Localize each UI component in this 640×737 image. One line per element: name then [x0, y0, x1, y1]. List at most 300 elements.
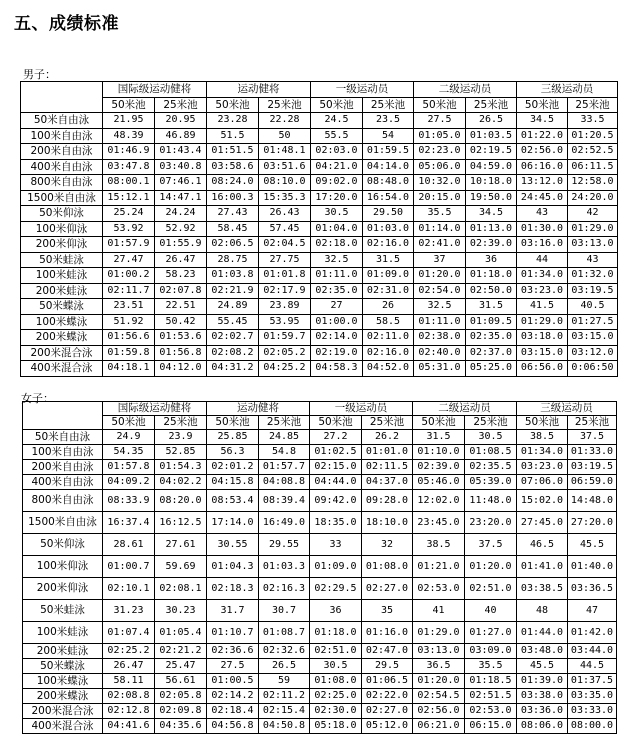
event-name: 200米仰泳	[23, 578, 103, 600]
pool-header: 25米池	[466, 97, 517, 113]
standard-value: 23.28	[207, 113, 259, 129]
standard-value: 27.43	[207, 206, 259, 222]
standard-value: 16:49.0	[259, 512, 310, 534]
event-name: 100米蛙泳	[21, 268, 103, 284]
standard-value: 18:35.0	[310, 512, 362, 534]
standard-value: 03:19.5	[568, 283, 618, 299]
standard-value: 01:34.0	[517, 445, 568, 460]
event-name: 200米混合泳	[21, 345, 103, 361]
standard-value: 09:42.0	[310, 490, 362, 512]
event-name: 100米蝶泳	[21, 314, 103, 330]
standard-value: 56.3	[207, 445, 259, 460]
pool-header: 25米池	[363, 97, 414, 113]
standard-value: 38.5	[517, 430, 568, 445]
standard-value: 02:39.0	[413, 460, 465, 475]
standard-value: 03:44.0	[568, 644, 617, 659]
standard-value: 30.5	[310, 659, 362, 674]
standard-value: 02:54.5	[413, 689, 465, 704]
standard-value: 54.8	[259, 445, 310, 460]
standard-value: 01:33.0	[568, 445, 617, 460]
standard-value: 31.5	[413, 430, 465, 445]
standard-value: 02:05.8	[155, 689, 207, 704]
standard-value: 02:37.0	[466, 345, 517, 361]
standard-value: 03:58.6	[207, 159, 259, 175]
standard-value: 02:04.5	[259, 237, 311, 253]
standard-value: 35.5	[465, 659, 517, 674]
standard-value: 29.50	[363, 206, 414, 222]
standard-value: 14:48.0	[568, 490, 617, 512]
standard-value: 31.5	[363, 252, 414, 268]
table-row	[21, 299, 618, 315]
table-row	[23, 644, 617, 659]
standard-value: 01:29.0	[568, 221, 618, 237]
standard-value: 04:59.0	[466, 159, 517, 175]
table-row	[21, 221, 618, 237]
standard-value: 34.5	[517, 113, 568, 129]
standard-value: 04:58.3	[311, 361, 363, 377]
pool-header: 25米池	[155, 416, 207, 430]
standard-value: 12:58.0	[568, 175, 618, 191]
standard-value: 02:35.0	[311, 283, 363, 299]
standard-value: 03:15.0	[517, 345, 568, 361]
standard-value: 41	[413, 600, 465, 622]
standard-value: 12:02.0	[413, 490, 465, 512]
standard-value: 01:08.5	[465, 445, 517, 460]
table-row	[21, 206, 618, 222]
standard-value: 02:11.5	[362, 460, 413, 475]
standard-value: 01:01.8	[259, 268, 311, 284]
standard-value: 01:08.0	[310, 674, 362, 689]
event-name: 100米仰泳	[21, 221, 103, 237]
standard-value: 02:16.0	[363, 237, 414, 253]
standard-value: 01:03.3	[259, 556, 310, 578]
table-row	[23, 578, 617, 600]
standard-value: 58.23	[155, 268, 207, 284]
event-name: 200米自由泳	[21, 144, 103, 160]
pool-header: 25米池	[259, 416, 310, 430]
group-header: 运动健将	[207, 402, 310, 416]
standard-value: 04:44.0	[310, 475, 362, 490]
standard-value: 02:39.0	[466, 237, 517, 253]
standard-value: 02:38.0	[414, 330, 466, 346]
standard-value: 03:36.0	[517, 704, 568, 719]
standard-value: 04:02.2	[155, 475, 207, 490]
standard-value: 02:18.3	[207, 578, 259, 600]
pool-header: 50米池	[517, 416, 568, 430]
standard-value: 02:17.9	[259, 283, 311, 299]
standard-value: 01:21.0	[413, 556, 465, 578]
group-header: 三级运动员	[517, 82, 618, 98]
standard-value: 27.5	[207, 659, 259, 674]
standard-value: 02:52.5	[568, 144, 618, 160]
standard-value: 07:06.0	[517, 475, 568, 490]
standard-value: 01:09.0	[310, 556, 362, 578]
table-row	[21, 361, 618, 377]
standard-value: 01:37.5	[568, 674, 617, 689]
pool-header: 50米池	[517, 97, 568, 113]
standard-value: 04:25.2	[259, 361, 311, 377]
standard-value: 02:30.0	[310, 704, 362, 719]
group-header: 二级运动员	[414, 82, 517, 98]
standard-value: 56.61	[155, 674, 207, 689]
table-row	[21, 190, 618, 206]
table-row	[21, 330, 618, 346]
table-row	[23, 719, 617, 734]
standard-value: 01:42.0	[568, 622, 617, 644]
standard-value: 02:12.8	[103, 704, 155, 719]
standard-value: 01:48.1	[259, 144, 311, 160]
standard-value: 32.5	[311, 252, 363, 268]
standard-value: 37.5	[568, 430, 617, 445]
standard-value: 02:18.4	[207, 704, 259, 719]
table-row	[21, 252, 618, 268]
standard-value: 05:46.0	[413, 475, 465, 490]
standard-value: 02:41.0	[414, 237, 466, 253]
standard-value: 01:22.0	[517, 128, 568, 144]
event-name: 50米蝶泳	[21, 299, 103, 315]
standard-value: 01:27.5	[568, 314, 618, 330]
standard-value: 26.43	[259, 206, 311, 222]
standard-value: 32.5	[414, 299, 466, 315]
standard-value: 47	[568, 600, 617, 622]
group-header-row	[23, 402, 617, 416]
standard-value: 01:14.0	[414, 221, 466, 237]
standard-value: 01:40.0	[568, 556, 617, 578]
standard-value: 29.5	[362, 659, 413, 674]
standard-value: 01:29.0	[413, 622, 465, 644]
standard-value: 16:54.0	[363, 190, 414, 206]
event-name: 200米蝶泳	[21, 330, 103, 346]
event-name: 50米蛙泳	[21, 252, 103, 268]
standard-value: 01:11.0	[311, 268, 363, 284]
pool-header: 50米池	[207, 416, 259, 430]
standard-value: 01:03.5	[466, 128, 517, 144]
event-name: 50米蛙泳	[23, 600, 103, 622]
standard-value: 07:46.1	[155, 175, 207, 191]
standard-value: 01:46.9	[103, 144, 155, 160]
standard-value: 02:07.8	[155, 283, 207, 299]
standard-value: 27:45.0	[517, 512, 568, 534]
standard-value: 25.47	[155, 659, 207, 674]
event-name: 400米自由泳	[23, 475, 103, 490]
pool-header-row	[23, 416, 617, 430]
event-name: 400米混合泳	[23, 719, 103, 734]
standard-value: 44	[517, 252, 568, 268]
standard-value: 04:52.0	[363, 361, 414, 377]
standard-value: 04:14.0	[363, 159, 414, 175]
standard-value: 03:48.0	[517, 644, 568, 659]
standard-value: 26.5	[259, 659, 310, 674]
standard-value: 10:18.0	[466, 175, 517, 191]
standard-value: 05:18.0	[310, 719, 362, 734]
table-row	[23, 674, 617, 689]
standard-value: 02:27.0	[362, 578, 413, 600]
table-row	[23, 445, 617, 460]
table-row	[23, 430, 617, 445]
standard-value: 0:06:50	[568, 361, 618, 377]
table-row	[23, 475, 617, 490]
standard-value: 36.5	[413, 659, 465, 674]
standard-value: 57.45	[259, 221, 311, 237]
table-row	[21, 283, 618, 299]
standard-value: 21.95	[103, 113, 155, 129]
standard-value: 09:02.0	[311, 175, 363, 191]
standard-value: 01:00.0	[311, 314, 363, 330]
standard-value: 38.5	[413, 534, 465, 556]
event-name: 400米自由泳	[21, 159, 103, 175]
standard-value: 10:32.0	[414, 175, 466, 191]
event-name: 100米蛙泳	[23, 622, 103, 644]
standard-value: 02:11.7	[103, 283, 155, 299]
standard-value: 08:24.0	[207, 175, 259, 191]
event-name: 100米自由泳	[21, 128, 103, 144]
standard-value: 40	[465, 600, 517, 622]
standard-value: 02:15.0	[310, 460, 362, 475]
standard-value: 04:37.0	[362, 475, 413, 490]
standard-value: 27.5	[414, 113, 466, 129]
standard-value: 01:00.7	[103, 556, 155, 578]
standard-value: 01:56.6	[103, 330, 155, 346]
standard-value: 19:50.0	[466, 190, 517, 206]
standard-value: 53.92	[103, 221, 155, 237]
standard-value: 02:08.2	[207, 345, 259, 361]
standard-value: 01:29.0	[517, 314, 568, 330]
event-name: 200米混合泳	[23, 704, 103, 719]
standard-value: 23.9	[155, 430, 207, 445]
standard-value: 58.5	[363, 314, 414, 330]
table-row	[21, 175, 618, 191]
standard-value: 01:04.3	[207, 556, 259, 578]
event-name: 800米自由泳	[23, 490, 103, 512]
pool-header: 25米池	[259, 97, 311, 113]
standard-value: 03:36.5	[568, 578, 617, 600]
corner-cell	[21, 82, 103, 113]
standard-value: 02:01.2	[207, 460, 259, 475]
standard-value: 16:00.3	[207, 190, 259, 206]
standard-value: 34.5	[466, 206, 517, 222]
standard-value: 16:37.4	[103, 512, 155, 534]
standard-value: 54.35	[103, 445, 155, 460]
standard-value: 04:56.8	[207, 719, 259, 734]
standard-value: 02:16.0	[363, 345, 414, 361]
standard-value: 32	[362, 534, 413, 556]
standard-value: 23.5	[363, 113, 414, 129]
standard-value: 01:09.0	[363, 268, 414, 284]
standard-value: 23:20.0	[465, 512, 517, 534]
table-row	[21, 314, 618, 330]
standard-value: 02:21.2	[155, 644, 207, 659]
table-row	[21, 159, 618, 175]
pool-header-row	[21, 97, 618, 113]
standard-value: 16:12.5	[155, 512, 207, 534]
pool-header: 25米池	[568, 97, 618, 113]
table-row	[23, 460, 617, 475]
standard-value: 06:11.5	[568, 159, 618, 175]
standard-value: 59	[259, 674, 310, 689]
standard-value: 26.47	[155, 252, 207, 268]
standard-value: 08:06.0	[517, 719, 568, 734]
section-title: 五、成绩标准	[14, 14, 119, 34]
standard-value: 02:18.0	[311, 237, 363, 253]
standard-value: 01:18.0	[466, 268, 517, 284]
standard-value: 02:51.5	[465, 689, 517, 704]
standard-value: 13:12.0	[517, 175, 568, 191]
standard-value: 36	[466, 252, 517, 268]
standard-value: 01:10.7	[207, 622, 259, 644]
pool-header: 50米池	[103, 416, 155, 430]
standard-value: 44.5	[568, 659, 617, 674]
standard-value: 01:03.8	[207, 268, 259, 284]
standard-value: 08:10.0	[259, 175, 311, 191]
standard-value: 02:02.7	[207, 330, 259, 346]
standard-value: 03:12.0	[568, 345, 618, 361]
event-name: 50米蝶泳	[23, 659, 103, 674]
standard-value: 02:08.1	[155, 578, 207, 600]
standard-value: 01:06.5	[362, 674, 413, 689]
standard-value: 35	[362, 600, 413, 622]
standard-value: 50	[259, 128, 311, 144]
standard-value: 51.5	[207, 128, 259, 144]
standard-value: 29.55	[259, 534, 310, 556]
standard-value: 02:32.6	[259, 644, 310, 659]
table-row	[21, 268, 618, 284]
standard-value: 02:54.0	[414, 283, 466, 299]
standard-value: 04:35.6	[155, 719, 207, 734]
standard-value: 03:23.0	[517, 460, 568, 475]
standard-value: 24.89	[207, 299, 259, 315]
standard-value: 01:53.6	[155, 330, 207, 346]
standard-value: 02:21.9	[207, 283, 259, 299]
women-label: 女子：	[21, 392, 54, 405]
standard-value: 02:09.8	[155, 704, 207, 719]
standard-value: 02:29.5	[310, 578, 362, 600]
standard-value: 08:53.4	[207, 490, 259, 512]
standard-value: 06:56.0	[517, 361, 568, 377]
standard-value: 06:16.0	[517, 159, 568, 175]
standard-value: 08:39.4	[259, 490, 310, 512]
standard-value: 22.51	[155, 299, 207, 315]
standard-value: 04:31.2	[207, 361, 259, 377]
standard-value: 06:59.0	[568, 475, 617, 490]
group-header: 三级运动员	[517, 402, 617, 416]
pool-header: 50米池	[413, 416, 465, 430]
standard-value: 03:18.0	[517, 330, 568, 346]
standard-value: 04:09.2	[103, 475, 155, 490]
standard-value: 27:20.0	[568, 512, 617, 534]
standard-value: 03:13.0	[568, 237, 618, 253]
event-name: 200米自由泳	[23, 460, 103, 475]
event-name: 100米自由泳	[23, 445, 103, 460]
pool-header: 50米池	[414, 97, 466, 113]
standard-value: 30.5	[465, 430, 517, 445]
group-header: 一级运动员	[311, 82, 414, 98]
standard-value: 03:15.0	[568, 330, 618, 346]
standard-value: 24.85	[259, 430, 310, 445]
standard-value: 23.51	[103, 299, 155, 315]
standard-value: 02:35.0	[466, 330, 517, 346]
standard-value: 22.28	[259, 113, 311, 129]
event-name: 50米自由泳	[23, 430, 103, 445]
group-header-row	[21, 82, 618, 98]
standard-value: 53.95	[259, 314, 311, 330]
standard-value: 08:33.9	[103, 490, 155, 512]
standard-value: 01:43.4	[155, 144, 207, 160]
standard-value: 24.24	[155, 206, 207, 222]
standard-value: 09:28.0	[362, 490, 413, 512]
standard-value: 01:18.5	[465, 674, 517, 689]
standard-value: 26.2	[362, 430, 413, 445]
standard-value: 04:08.8	[259, 475, 310, 490]
standard-value: 02:22.0	[362, 689, 413, 704]
corner-cell	[23, 402, 103, 430]
standard-value: 37.5	[465, 534, 517, 556]
standard-value: 01:02.5	[310, 445, 362, 460]
table-row	[23, 704, 617, 719]
standard-value: 03:38.5	[517, 578, 568, 600]
standard-value: 03:19.5	[568, 460, 617, 475]
standard-value: 02:36.6	[207, 644, 259, 659]
standard-value: 04:50.8	[259, 719, 310, 734]
standard-value: 02:03.0	[311, 144, 363, 160]
standard-value: 04:15.8	[207, 475, 259, 490]
standard-value: 30.55	[207, 534, 259, 556]
standard-value: 06:21.0	[413, 719, 465, 734]
standard-value: 03:09.0	[465, 644, 517, 659]
standard-value: 27.2	[310, 430, 362, 445]
standard-value: 01:54.3	[155, 460, 207, 475]
event-name: 50米仰泳	[23, 534, 103, 556]
standard-value: 05:39.0	[465, 475, 517, 490]
standard-value: 30.5	[311, 206, 363, 222]
standard-value: 45.5	[517, 659, 568, 674]
standard-value: 01:20.5	[568, 128, 618, 144]
standard-value: 01:51.5	[207, 144, 259, 160]
standard-value: 43	[568, 252, 618, 268]
standard-value: 55.5	[311, 128, 363, 144]
standard-value: 01:32.0	[568, 268, 618, 284]
standard-value: 01:30.0	[517, 221, 568, 237]
pool-header: 50米池	[311, 97, 363, 113]
standard-value: 24:45.0	[517, 190, 568, 206]
standard-value: 37	[414, 252, 466, 268]
standard-value: 05:25.0	[466, 361, 517, 377]
standard-value: 08:00.0	[568, 719, 617, 734]
standard-value: 14:47.1	[155, 190, 207, 206]
standard-value: 01:20.0	[414, 268, 466, 284]
standard-value: 03:16.0	[517, 237, 568, 253]
standard-value: 01:55.9	[155, 237, 207, 253]
standard-value: 31.5	[466, 299, 517, 315]
standard-value: 26.5	[466, 113, 517, 129]
event-name: 400米混合泳	[21, 361, 103, 377]
pool-header: 25米池	[155, 97, 207, 113]
standard-value: 02:51.0	[465, 578, 517, 600]
standard-value: 01:59.7	[259, 330, 311, 346]
standard-value: 33.5	[568, 113, 618, 129]
standard-value: 30.23	[155, 600, 207, 622]
standard-value: 01:03.0	[363, 221, 414, 237]
standard-value: 02:14.2	[207, 689, 259, 704]
standard-value: 02:27.0	[362, 704, 413, 719]
event-name: 200米蝶泳	[23, 689, 103, 704]
standard-value: 51.92	[103, 314, 155, 330]
standard-value: 40.5	[568, 299, 618, 315]
standard-value: 02:51.0	[310, 644, 362, 659]
standard-value: 03:38.0	[517, 689, 568, 704]
standard-value: 01:34.0	[517, 268, 568, 284]
standard-value: 02:08.8	[103, 689, 155, 704]
event-name: 200米蛙泳	[21, 283, 103, 299]
